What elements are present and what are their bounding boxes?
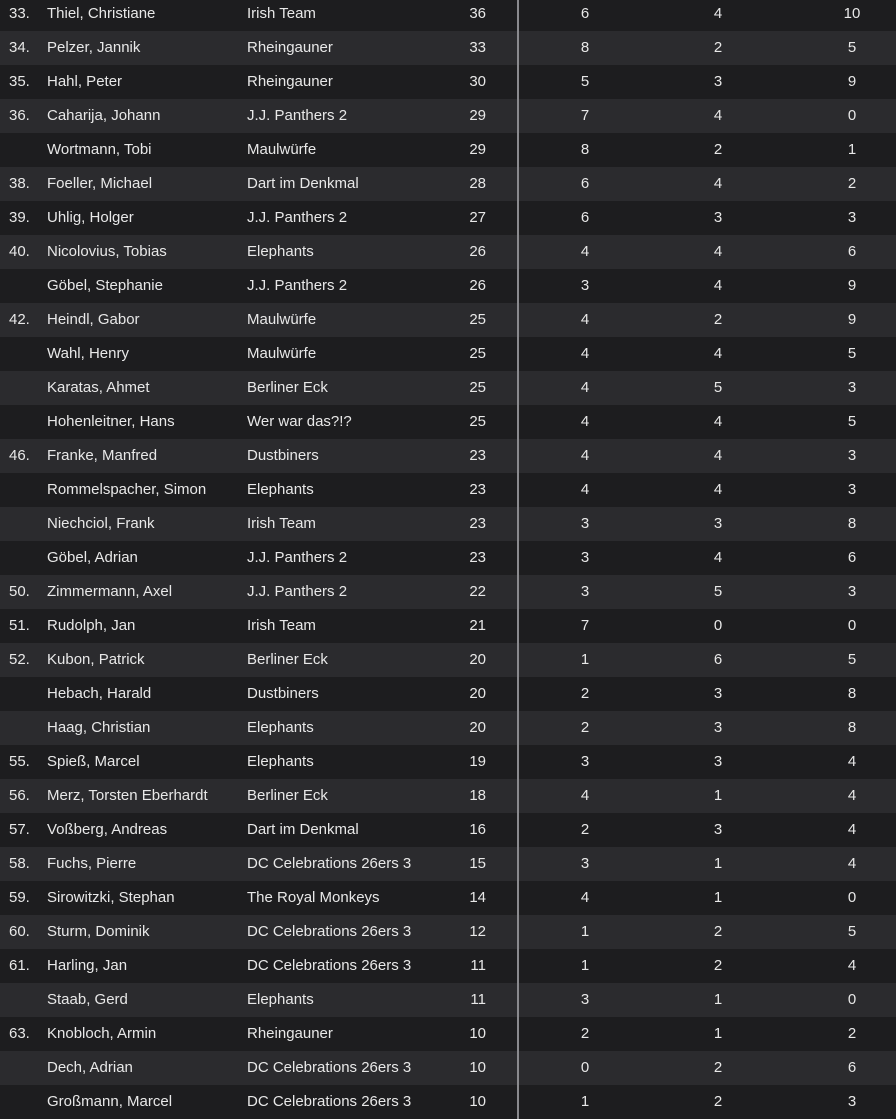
table-row: [0, 99, 896, 133]
player-name-cell: Foeller, Michael: [47, 175, 153, 192]
stat-b-cell: 2: [713, 1093, 723, 1110]
stat-b-cell: 5: [713, 379, 723, 396]
stat-b-cell: 1: [713, 855, 723, 872]
points-cell: 20: [469, 685, 486, 702]
team-name-cell: Dart im Denkmal: [247, 821, 359, 838]
points-cell: 28: [469, 175, 486, 192]
player-name-cell: Merz, Torsten Eberhardt: [47, 787, 208, 804]
stat-c-cell: 8: [847, 515, 857, 532]
rank-cell: 51.: [9, 617, 30, 634]
rank-cell: [9, 337, 43, 371]
points-cell: 26: [469, 277, 486, 294]
points-cell: 21: [469, 617, 486, 634]
stat-a-cell: 7: [580, 617, 590, 634]
rank-cell: [9, 405, 43, 439]
rank-cell: [9, 711, 43, 745]
rank-cell: 57.: [9, 821, 30, 838]
stat-a-cell: 2: [580, 685, 590, 702]
stat-b-cell: 6: [713, 651, 723, 668]
stat-b-cell: 3: [713, 753, 723, 770]
rank-cell: 33.: [9, 5, 30, 22]
team-name-cell: Dustbiners: [247, 685, 319, 702]
table-row: [0, 745, 896, 779]
team-name-cell: Rheingauner: [247, 1025, 333, 1042]
stat-c-cell: 9: [847, 277, 857, 294]
stat-a-cell: 7: [580, 107, 590, 124]
rank-cell: 52.: [9, 651, 30, 668]
team-name-cell: Irish Team: [247, 515, 316, 532]
rank-cell: 50.: [9, 583, 30, 600]
player-name-cell: Göbel, Stephanie: [47, 277, 163, 294]
rank-cell: 60.: [9, 923, 30, 940]
points-cell: 20: [469, 719, 486, 736]
team-name-cell: Elephants: [247, 991, 314, 1008]
rank-cell: [9, 1085, 43, 1119]
points-cell: 10: [469, 1059, 486, 1076]
team-name-cell: J.J. Panthers 2: [247, 277, 348, 294]
stat-c-cell: 1: [847, 141, 857, 158]
stat-b-cell: 5: [713, 583, 723, 600]
points-cell: 25: [469, 311, 486, 328]
stat-b-cell: 3: [713, 515, 723, 532]
points-cell: 25: [469, 345, 486, 362]
team-name-cell: Elephants: [247, 719, 314, 736]
team-name-cell: DC Celebrations 26ers 3: [247, 1093, 412, 1110]
table-row: [0, 711, 896, 745]
player-name-cell: Heindl, Gabor: [47, 311, 140, 328]
table-row: [0, 677, 896, 711]
stat-b-cell: 3: [713, 719, 723, 736]
rank-cell: 55.: [9, 753, 30, 770]
column-divider: [517, 0, 519, 1119]
points-cell: 27: [469, 209, 486, 226]
table-row: [0, 541, 896, 575]
stat-b-cell: 1: [713, 1025, 723, 1042]
rank-cell: [9, 1051, 43, 1085]
stat-a-cell: 3: [580, 549, 590, 566]
team-name-cell: J.J. Panthers 2: [247, 583, 348, 600]
points-cell: 26: [469, 243, 486, 260]
stat-a-cell: 4: [580, 311, 590, 328]
team-name-cell: Maulwürfe: [247, 141, 317, 158]
player-name-cell: Karatas, Ahmet: [47, 379, 150, 396]
table-row: [0, 167, 896, 201]
stat-c-cell: 6: [847, 1059, 857, 1076]
rank-cell: 56.: [9, 787, 30, 804]
stat-c-cell: 4: [847, 821, 857, 838]
table-row: [0, 575, 896, 609]
team-name-cell: Dustbiners: [247, 447, 319, 464]
team-name-cell: Elephants: [247, 753, 314, 770]
points-cell: 33: [469, 39, 486, 56]
stat-a-cell: 0: [580, 1059, 590, 1076]
table-row: [0, 507, 896, 541]
player-name-cell: Pelzer, Jannik: [47, 39, 141, 56]
stat-a-cell: 3: [580, 277, 590, 294]
stat-c-cell: 3: [847, 209, 857, 226]
stat-b-cell: 4: [713, 175, 723, 192]
team-name-cell: DC Celebrations 26ers 3: [247, 957, 412, 974]
table-row: [0, 371, 896, 405]
points-cell: 23: [469, 447, 486, 464]
table-row: [0, 337, 896, 371]
stat-a-cell: 2: [580, 821, 590, 838]
points-cell: 11: [470, 957, 486, 974]
stat-c-cell: 9: [847, 311, 857, 328]
rank-cell: 61.: [9, 957, 30, 974]
player-name-cell: Thiel, Christiane: [47, 5, 156, 22]
stat-c-cell: 0: [847, 889, 857, 906]
stat-a-cell: 3: [580, 753, 590, 770]
stat-b-cell: 3: [713, 209, 723, 226]
points-cell: 16: [469, 821, 486, 838]
player-name-cell: Sirowitzki, Stephan: [47, 889, 175, 906]
stat-b-cell: 2: [713, 39, 723, 56]
stat-b-cell: 2: [713, 957, 723, 974]
table-row: [0, 643, 896, 677]
stat-c-cell: 4: [847, 753, 857, 770]
stat-a-cell: 8: [580, 141, 590, 158]
stat-a-cell: 6: [580, 175, 590, 192]
stat-c-cell: 2: [847, 1025, 857, 1042]
stat-b-cell: 2: [713, 311, 723, 328]
team-name-cell: Rheingauner: [247, 73, 333, 90]
player-name-cell: Hebach, Harald: [47, 685, 152, 702]
table-row: [0, 269, 896, 303]
stat-c-cell: 0: [847, 617, 857, 634]
points-cell: 20: [469, 651, 486, 668]
table-row: [0, 881, 896, 915]
rank-cell: 39.: [9, 209, 30, 226]
team-name-cell: J.J. Panthers 2: [247, 209, 348, 226]
player-name-cell: Spieß, Marcel: [47, 753, 140, 770]
points-cell: 23: [469, 481, 486, 498]
stat-a-cell: 2: [580, 719, 590, 736]
stat-a-cell: 3: [580, 515, 590, 532]
table-row: [0, 65, 896, 99]
stat-c-cell: 3: [847, 447, 857, 464]
stat-b-cell: 4: [713, 107, 723, 124]
stat-b-cell: 4: [713, 243, 723, 260]
stat-a-cell: 6: [580, 209, 590, 226]
stat-a-cell: 4: [580, 787, 590, 804]
points-cell: 18: [469, 787, 486, 804]
stat-b-cell: 3: [713, 685, 723, 702]
rank-cell: [9, 371, 43, 405]
player-name-cell: Kubon, Patrick: [47, 651, 145, 668]
team-name-cell: J.J. Panthers 2: [247, 549, 348, 566]
rank-cell: [9, 473, 43, 507]
stat-a-cell: 4: [580, 413, 590, 430]
player-name-cell: Uhlig, Holger: [47, 209, 134, 226]
team-name-cell: Berliner Eck: [247, 651, 328, 668]
rank-cell: [9, 269, 43, 303]
stat-a-cell: 4: [580, 379, 590, 396]
team-name-cell: Irish Team: [247, 617, 316, 634]
team-name-cell: Dart im Denkmal: [247, 175, 359, 192]
stat-a-cell: 2: [580, 1025, 590, 1042]
team-name-cell: Maulwürfe: [247, 311, 317, 328]
team-name-cell: Maulwürfe: [247, 345, 317, 362]
stat-b-cell: 3: [713, 821, 723, 838]
player-name-cell: Göbel, Adrian: [47, 549, 138, 566]
table-row: [0, 813, 896, 847]
player-name-cell: Großmann, Marcel: [47, 1093, 173, 1110]
table-row: [0, 201, 896, 235]
stat-c-cell: 5: [847, 413, 857, 430]
stat-a-cell: 4: [580, 243, 590, 260]
player-name-cell: Fuchs, Pierre: [47, 855, 137, 872]
rank-cell: [9, 541, 43, 575]
rank-cell: 63.: [9, 1025, 30, 1042]
player-name-cell: Rudolph, Jan: [47, 617, 136, 634]
stat-c-cell: 3: [847, 379, 857, 396]
stat-b-cell: 2: [713, 1059, 723, 1076]
points-cell: 12: [469, 923, 486, 940]
stat-b-cell: 4: [713, 5, 723, 22]
team-name-cell: Berliner Eck: [247, 379, 328, 396]
stat-c-cell: 0: [847, 107, 857, 124]
player-name-cell: Wortmann, Tobi: [47, 141, 152, 158]
stat-a-cell: 5: [580, 73, 590, 90]
stat-c-cell: 5: [847, 923, 857, 940]
points-cell: 23: [469, 515, 486, 532]
stat-c-cell: 4: [847, 957, 857, 974]
team-name-cell: Wer war das?!?: [247, 413, 352, 430]
team-name-cell: DC Celebrations 26ers 3: [247, 1059, 412, 1076]
rank-cell: [9, 133, 43, 167]
points-cell: 29: [469, 107, 486, 124]
player-name-cell: Wahl, Henry: [47, 345, 129, 362]
player-name-cell: Hahl, Peter: [47, 73, 123, 90]
stat-c-cell: 4: [847, 855, 857, 872]
player-name-cell: Nicolovius, Tobias: [47, 243, 167, 260]
table-row: [0, 439, 896, 473]
table-row: [0, 0, 896, 31]
stat-b-cell: 4: [713, 345, 723, 362]
points-cell: 29: [469, 141, 486, 158]
points-cell: 11: [470, 991, 486, 1008]
rank-cell: 42.: [9, 311, 30, 328]
stat-a-cell: 6: [580, 5, 590, 22]
rank-cell: [9, 983, 43, 1017]
stat-c-cell: 3: [847, 583, 857, 600]
team-name-cell: DC Celebrations 26ers 3: [247, 855, 412, 872]
stat-c-cell: 9: [847, 73, 857, 90]
table-row: [0, 949, 896, 983]
stat-a-cell: 4: [580, 447, 590, 464]
player-name-cell: Zimmermann, Axel: [47, 583, 173, 600]
stat-c-cell: 3: [847, 481, 857, 498]
player-name-cell: Voßberg, Andreas: [47, 821, 168, 838]
rank-cell: [9, 507, 43, 541]
stat-a-cell: 1: [580, 1093, 590, 1110]
player-name-cell: Caharija, Johann: [47, 107, 161, 124]
stat-c-cell: 8: [847, 685, 857, 702]
rank-cell: [9, 677, 43, 711]
points-cell: 25: [469, 379, 486, 396]
stat-c-cell: 6: [847, 243, 857, 260]
team-name-cell: Berliner Eck: [247, 787, 328, 804]
table-row: [0, 779, 896, 813]
rank-cell: 59.: [9, 889, 30, 906]
player-name-cell: Knobloch, Armin: [47, 1025, 157, 1042]
rank-cell: 35.: [9, 73, 30, 90]
points-cell: 15: [469, 855, 486, 872]
stat-c-cell: 5: [847, 651, 857, 668]
points-cell: 36: [469, 5, 486, 22]
team-name-cell: Rheingauner: [247, 39, 333, 56]
team-name-cell: Elephants: [247, 243, 314, 260]
table-row: [0, 405, 896, 439]
table-row: [0, 1051, 896, 1085]
stat-a-cell: 3: [580, 583, 590, 600]
table-row: [0, 1017, 896, 1051]
rank-cell: 58.: [9, 855, 30, 872]
stat-c-cell: 3: [847, 1093, 857, 1110]
stat-a-cell: 1: [580, 651, 590, 668]
stat-b-cell: 4: [713, 447, 723, 464]
rank-cell: 46.: [9, 447, 30, 464]
table-row: [0, 303, 896, 337]
stat-b-cell: 0: [713, 617, 723, 634]
stat-b-cell: 3: [713, 73, 723, 90]
stat-c-cell: 5: [847, 39, 857, 56]
stat-a-cell: 8: [580, 39, 590, 56]
stat-b-cell: 1: [713, 787, 723, 804]
table-row: [0, 847, 896, 881]
points-cell: 14: [469, 889, 486, 906]
player-name-cell: Rommelspacher, Simon: [47, 481, 207, 498]
points-cell: 23: [469, 549, 486, 566]
team-name-cell: J.J. Panthers 2: [247, 107, 348, 124]
stat-c-cell: 0: [847, 991, 857, 1008]
player-name-cell: Niechciol, Frank: [47, 515, 155, 532]
table-row: [0, 235, 896, 269]
stat-a-cell: 3: [580, 855, 590, 872]
player-name-cell: Dech, Adrian: [47, 1059, 133, 1076]
table-row: [0, 983, 896, 1017]
stat-c-cell: 4: [847, 787, 857, 804]
stat-c-cell: 10: [843, 5, 861, 22]
points-cell: 22: [469, 583, 486, 600]
stat-a-cell: 3: [580, 991, 590, 1008]
player-name-cell: Hohenleitner, Hans: [47, 413, 175, 430]
team-name-cell: DC Celebrations 26ers 3: [247, 923, 412, 940]
player-name-cell: Franke, Manfred: [47, 447, 158, 464]
table-row: [0, 31, 896, 65]
team-name-cell: The Royal Monkeys: [247, 889, 380, 906]
points-cell: 19: [469, 753, 486, 770]
points-cell: 10: [469, 1093, 486, 1110]
stat-c-cell: 2: [847, 175, 857, 192]
stat-b-cell: 2: [713, 923, 723, 940]
table-row: [0, 915, 896, 949]
rank-cell: 34.: [9, 39, 30, 56]
player-name-cell: Staab, Gerd: [47, 991, 128, 1008]
player-name-cell: Haag, Christian: [47, 719, 151, 736]
table-row: [0, 473, 896, 507]
player-name-cell: Sturm, Dominik: [47, 923, 150, 940]
stat-b-cell: 1: [713, 991, 723, 1008]
team-name-cell: Irish Team: [247, 5, 316, 22]
rank-cell: 36.: [9, 107, 30, 124]
team-name-cell: Elephants: [247, 481, 314, 498]
stat-c-cell: 8: [847, 719, 857, 736]
points-cell: 25: [469, 413, 486, 430]
rank-cell: 40.: [9, 243, 30, 260]
stat-b-cell: 1: [713, 889, 723, 906]
stat-a-cell: 4: [580, 481, 590, 498]
stat-a-cell: 1: [580, 923, 590, 940]
table-row: [0, 1085, 896, 1119]
stat-a-cell: 4: [580, 345, 590, 362]
points-cell: 30: [469, 73, 486, 90]
stat-c-cell: 5: [847, 345, 857, 362]
stat-b-cell: 4: [713, 481, 723, 498]
stat-b-cell: 4: [713, 549, 723, 566]
stat-b-cell: 2: [713, 141, 723, 158]
table-row: [0, 133, 896, 167]
stat-b-cell: 4: [713, 277, 723, 294]
points-cell: 10: [469, 1025, 486, 1042]
stat-a-cell: 1: [580, 957, 590, 974]
stat-c-cell: 6: [847, 549, 857, 566]
stat-b-cell: 4: [713, 413, 723, 430]
rank-cell: 38.: [9, 175, 30, 192]
stat-a-cell: 4: [580, 889, 590, 906]
player-name-cell: Harling, Jan: [47, 957, 128, 974]
table-row: [0, 609, 896, 643]
